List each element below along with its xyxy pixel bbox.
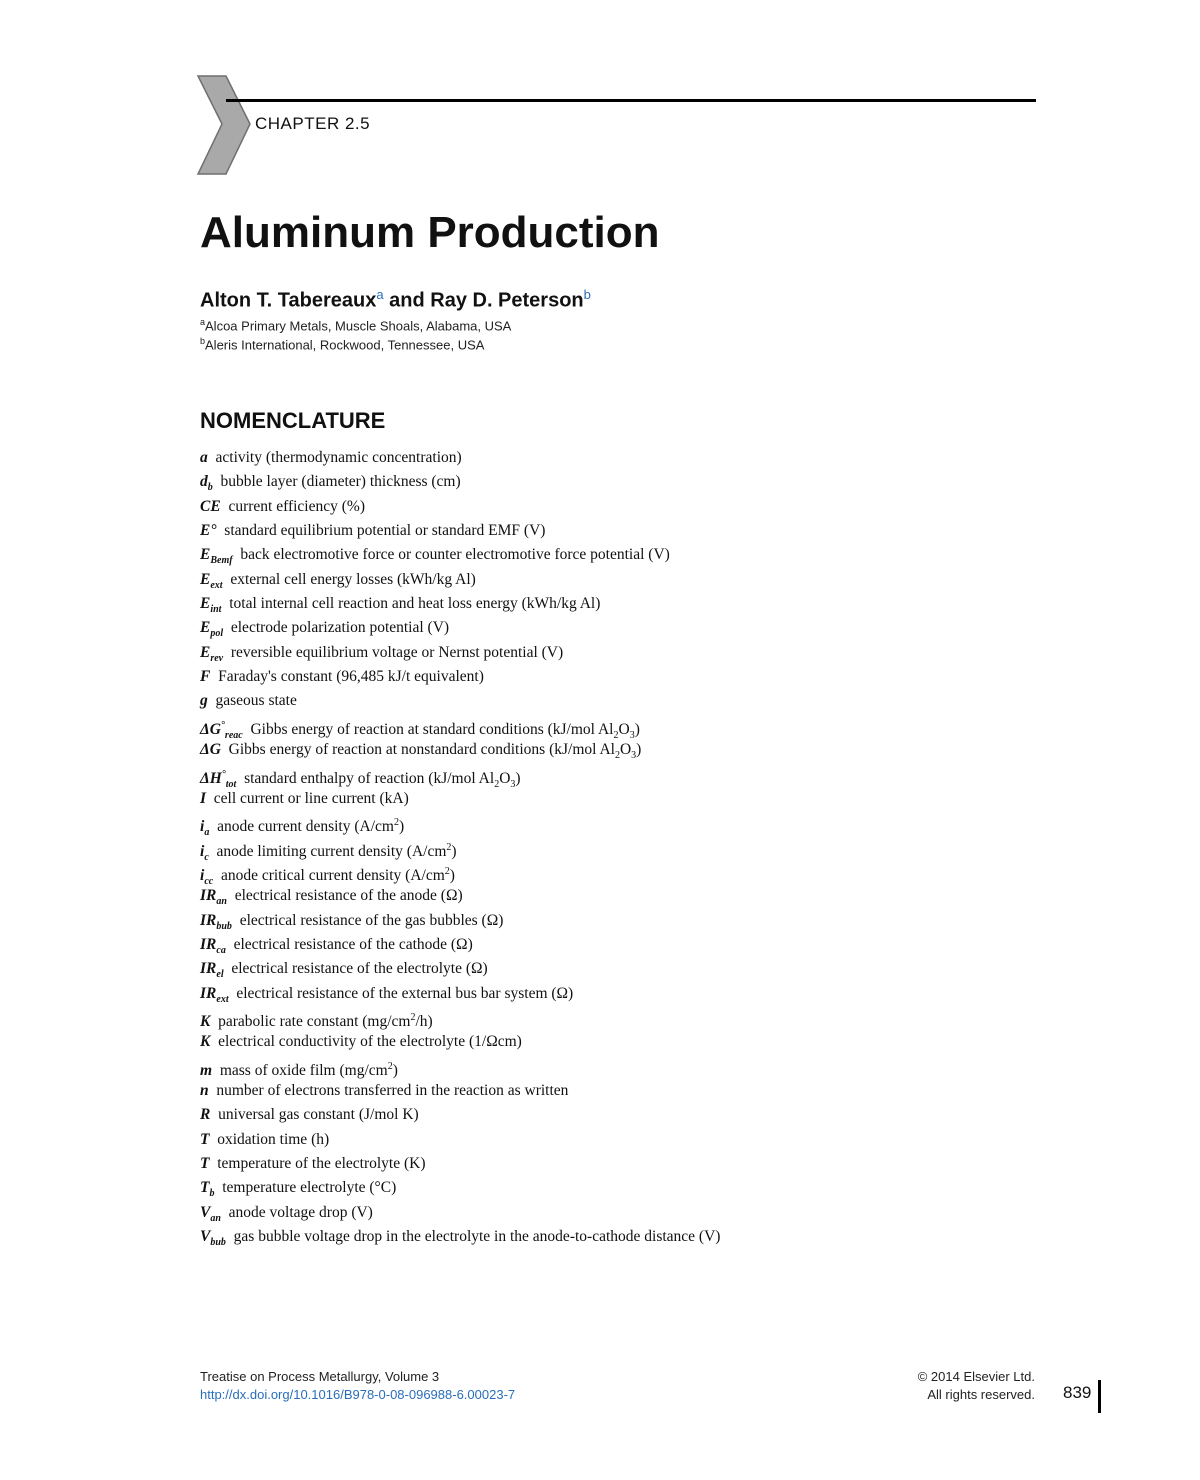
definition-part: ): [515, 769, 521, 787]
nomenclature-definition: [217, 1155, 425, 1172]
symbol-base: IR: [200, 960, 217, 978]
symbol-base: E°: [200, 522, 217, 540]
definition-part: external cell energy losses (kWh/kg Al): [230, 570, 476, 588]
definition-part: ): [449, 867, 455, 884]
definition-part: number of electrons transferred in the reaction as written: [216, 1081, 569, 1099]
nomenclature-item: [200, 1030, 720, 1054]
nomenclature-symbol: [200, 1203, 221, 1224]
chapter-chevron-icon: [196, 74, 252, 176]
symbol-base: IR: [200, 984, 217, 1002]
symbol-subscript: el: [216, 969, 224, 981]
definition-part: anode current density (A/cm: [217, 818, 394, 836]
nomenclature-definition: [218, 1033, 522, 1050]
definition-part: Gibbs energy of reaction at nonstandard conditions (kJ/mol Al: [228, 741, 615, 759]
nomenclature-definition: [216, 1082, 568, 1099]
nomenclature-symbol: [200, 498, 221, 515]
affiliation-text: Alcoa Primary Metals, Muscle Shoals, Alabama, USA: [205, 318, 512, 334]
definition-part: temperature of the electrolyte (K): [217, 1154, 426, 1172]
nomenclature-symbol: [200, 1131, 209, 1148]
nomenclature-definition: [216, 449, 462, 466]
nomenclature-item: [200, 446, 720, 470]
symbol-subscript: tot: [225, 778, 237, 790]
affiliation-mark: b: [200, 336, 206, 346]
symbol-base: ΔG: [200, 741, 221, 759]
nomenclature-item: [200, 1103, 720, 1127]
symbol-base: i: [200, 867, 205, 884]
nomenclature-definition: [231, 619, 449, 636]
definition-part: current efficiency (%): [228, 497, 365, 515]
definition-part: O: [499, 769, 511, 787]
definition-part: 2: [494, 778, 500, 790]
definition-part: anode voltage drop (V): [228, 1203, 373, 1221]
symbol-base: IR: [200, 887, 217, 905]
affiliation-mark: a: [200, 317, 206, 327]
definition-part: 2: [410, 1011, 416, 1023]
symbol-subscript: cc: [204, 876, 214, 888]
symbol-base: T: [200, 1179, 210, 1197]
nomenclature-definition: [234, 936, 473, 953]
affiliation: [200, 317, 511, 333]
source-title: Treatise on Process Metallurgy, Volume 3: [200, 1369, 440, 1384]
nomenclature-symbol: [200, 570, 223, 591]
symbol-subscript: reac: [224, 730, 243, 742]
nomenclature-definition: [234, 1228, 721, 1245]
nomenclature-item: [200, 884, 720, 908]
nomenclature-definition: [218, 1013, 433, 1030]
doi-link[interactable]: http://dx.doi.org/10.1016/B978-0-08-096988-6.00023-7: [200, 1387, 516, 1402]
definition-part: parabolic rate constant (mg/cm: [218, 1013, 411, 1031]
symbol-base: F: [200, 668, 211, 686]
nomenclature-symbol: [200, 984, 229, 1005]
definition-part: universal gas constant (J/mol K): [218, 1106, 419, 1124]
nomenclature-item: [200, 1201, 720, 1225]
nomenclature-item: [200, 933, 720, 957]
symbol-base: V: [200, 1203, 211, 1221]
nomenclature-symbol: [200, 1179, 215, 1200]
nomenclature-symbol: [200, 1062, 212, 1079]
copyright: © 2014 Elsevier Ltd.: [917, 1369, 1035, 1384]
nomenclature-item: [200, 616, 720, 640]
definition-part: reversible equilibrium voltage or Nernst potential (V): [230, 643, 564, 661]
nomenclature-definition: [221, 473, 461, 490]
nomenclature-item: [200, 592, 720, 616]
symbol-subscript: b: [209, 1188, 215, 1200]
footer-copyright: [880, 1368, 1035, 1404]
nomenclature-symbol: [200, 1155, 209, 1172]
symbol-base: IR: [200, 935, 217, 953]
symbol-base: I: [200, 789, 207, 807]
definition-part: O: [618, 720, 630, 738]
affiliation: [200, 336, 484, 352]
definition-part: ): [451, 842, 457, 860]
symbol-base: E: [200, 595, 211, 613]
nomenclature-symbol: [200, 1033, 210, 1050]
definition-part: oxidation time (h): [217, 1130, 330, 1148]
page-number-bar: [1098, 1380, 1101, 1413]
chapter-rule: [226, 99, 1036, 102]
author-joiner: and: [389, 289, 425, 312]
definition-part: back electromotive force or counter electromotive force potential (V): [240, 546, 670, 564]
symbol-base: E: [200, 570, 211, 588]
nomenclature-item: [200, 957, 720, 981]
nomenclature-definition: [221, 867, 455, 884]
symbol-subscript: b: [207, 482, 213, 494]
symbol-base: E: [200, 546, 211, 564]
symbol-base: ΔG: [200, 720, 221, 738]
definition-part: standard equilibrium potential or standard EMF (V): [224, 522, 546, 540]
definition-part: mass of oxide film (mg/cm: [219, 1061, 388, 1079]
symbol-subscript: a: [204, 827, 210, 839]
nomenclature-symbol: [200, 522, 217, 539]
nomenclature-definition: [224, 522, 545, 539]
affiliation-mark: b: [583, 287, 591, 302]
definition-part: 3: [510, 778, 516, 790]
symbol-base: K: [200, 1033, 211, 1051]
nomenclature-definition: [214, 790, 409, 807]
definition-part: activity (thermodynamic concentration): [215, 449, 462, 466]
definition-part: 2: [614, 750, 620, 762]
definition-part: gas bubble voltage drop in the electrolyte in the anode-to-cathode distance (V): [233, 1228, 721, 1245]
definition-part: ): [636, 741, 642, 759]
nomenclature-symbol: [200, 842, 209, 863]
nomenclature-definition: [217, 818, 404, 835]
nomenclature-list: [200, 446, 720, 1249]
nomenclature-symbol: [200, 1106, 210, 1123]
symbol-superscript: °: [220, 719, 225, 731]
symbol-subscript: rev: [210, 652, 224, 664]
symbol-base: E: [200, 619, 211, 637]
definition-part: Gibbs energy of reaction at standard conditions (kJ/mol Al: [250, 720, 614, 738]
nomenclature-heading: NOMENCLATURE: [200, 408, 386, 433]
nomenclature-item: [200, 665, 720, 689]
symbol-base: T: [200, 1154, 210, 1172]
nomenclature-symbol: [200, 619, 224, 640]
nomenclature-definition: [230, 571, 476, 588]
symbol-base: R: [200, 1106, 211, 1124]
author-name: Ray D. Peterson: [430, 289, 584, 312]
symbol-subscript: ext: [210, 579, 223, 591]
nomenclature-item: [200, 689, 720, 713]
nomenclature-item: [200, 738, 720, 762]
definition-part: electrical resistance of the cathode (Ω): [233, 935, 473, 953]
nomenclature-symbol: [200, 692, 208, 709]
nomenclature-item: [200, 1079, 720, 1103]
nomenclature-definition: [228, 741, 642, 762]
nomenclature-item: [200, 909, 720, 933]
nomenclature-symbol: [200, 911, 232, 932]
nomenclature-definition: [231, 644, 563, 661]
nomenclature-symbol: [200, 668, 210, 685]
symbol-base: ΔH: [200, 769, 222, 787]
definition-part: Faraday's constant (96,485 kJ/t equivalent): [218, 668, 484, 686]
nomenclature-item: [200, 811, 720, 839]
nomenclature-definition: [229, 1204, 373, 1221]
nomenclature-item: [200, 495, 720, 519]
nomenclature-definition: [218, 668, 484, 685]
symbol-base: E: [200, 643, 211, 661]
nomenclature-definition: [231, 960, 487, 977]
definition-part: electrical resistance of the electrolyte (Ω): [231, 960, 488, 978]
symbol-base: CE: [200, 497, 221, 515]
nomenclature-item: [200, 543, 720, 567]
definition-part: electrical resistance of the anode (Ω): [234, 887, 463, 905]
page-number: 839: [1063, 1383, 1092, 1402]
symbol-subscript: an: [210, 1212, 221, 1224]
nomenclature-definition: [229, 595, 600, 612]
nomenclature-definition: [236, 985, 573, 1002]
definition-part: anode limiting current density (A/cm: [216, 842, 447, 860]
definition-part: bubble layer (diameter) thickness (cm): [220, 473, 461, 491]
definition-part: electrical resistance of the external bus bar system (Ω): [236, 984, 574, 1002]
nomenclature-item: [200, 762, 720, 790]
nomenclature-definition: [240, 912, 504, 929]
symbol-superscript: °: [221, 768, 226, 780]
symbol-base: g: [200, 692, 208, 710]
symbol-base: i: [200, 818, 205, 836]
definition-part: 3: [631, 750, 637, 762]
nomenclature-symbol: [200, 935, 226, 956]
symbol-subscript: Bemf: [210, 555, 233, 567]
author-line: [200, 287, 591, 313]
definition-part: gaseous state: [215, 692, 297, 710]
symbol-subscript: ca: [216, 944, 226, 956]
symbol-base: V: [200, 1228, 211, 1245]
symbol-subscript: bub: [216, 920, 232, 932]
nomenclature-definition: [217, 1131, 329, 1148]
nomenclature-symbol: [200, 595, 222, 616]
symbol-subscript: pol: [210, 628, 224, 640]
nomenclature-item: [200, 836, 720, 863]
symbol-base: i: [200, 842, 205, 860]
footer-source: [200, 1368, 515, 1404]
nomenclature-symbol: [200, 1082, 209, 1099]
definition-part: ): [392, 1061, 398, 1079]
nomenclature-symbol: [200, 768, 237, 790]
nomenclature-symbol: [200, 790, 206, 807]
nomenclature-definition: [250, 720, 640, 742]
nomenclature-item: [200, 1176, 720, 1200]
definition-part: ): [398, 818, 405, 836]
nomenclature-symbol: [200, 643, 224, 664]
definition-part: 2: [613, 730, 619, 742]
affiliation-mark: a: [376, 287, 384, 302]
nomenclature-item: [200, 1225, 720, 1249]
nomenclature-definition: [220, 1062, 398, 1079]
page-title: Aluminum Production: [200, 208, 660, 257]
symbol-base: IR: [200, 911, 217, 929]
nomenclature-symbol: [200, 1013, 210, 1030]
nomenclature-item: [200, 1152, 720, 1176]
definition-part: cell current or line current (kA): [213, 789, 409, 807]
author-name: Alton T. Tabereaux: [200, 289, 377, 312]
definition-part: 2: [444, 865, 450, 877]
definition-part: 2: [393, 817, 399, 829]
nomenclature-item: [200, 1055, 720, 1079]
nomenclature-definition: [218, 1106, 419, 1123]
nomenclature-item: [200, 470, 720, 494]
symbol-base: K: [200, 1013, 211, 1031]
nomenclature-item: [200, 714, 720, 742]
nomenclature-item: [200, 641, 720, 665]
nomenclature-item: [200, 519, 720, 543]
definition-part: 3: [629, 730, 635, 742]
symbol-base: m: [200, 1061, 213, 1079]
definition-part: total internal cell reaction and heat loss energy (kWh/kg Al): [229, 595, 601, 613]
nomenclature-definition: [235, 887, 463, 904]
nomenclature-item: [200, 568, 720, 592]
definition-part: 2: [446, 841, 452, 853]
nomenclature-definition: [222, 1179, 396, 1196]
nomenclature-symbol: [200, 546, 233, 567]
nomenclature-symbol: [200, 1228, 226, 1249]
nomenclature-symbol: [200, 867, 214, 888]
nomenclature-symbol: [200, 449, 208, 466]
symbol-subscript: int: [210, 604, 222, 616]
nomenclature-definition: [228, 498, 365, 515]
symbol-base: d: [200, 473, 208, 491]
definition-part: O: [619, 741, 632, 759]
definition-part: electrical conductivity of the electrolyte (1/Ωcm): [218, 1033, 522, 1051]
nomenclature-symbol: [200, 887, 227, 908]
nomenclature-symbol: [200, 741, 221, 758]
nomenclature-item: [200, 787, 720, 811]
definition-part: ): [634, 720, 640, 738]
nomenclature-item: [200, 1128, 720, 1152]
nomenclature-symbol: [200, 473, 213, 494]
definition-part: /h): [415, 1013, 433, 1031]
definition-part: standard enthalpy of reaction (kJ/mol Al: [244, 769, 495, 787]
nomenclature-definition: [217, 843, 457, 860]
definition-part: 2: [387, 1060, 393, 1072]
nomenclature-item: [200, 1006, 720, 1030]
nomenclature-symbol: [200, 719, 243, 742]
nomenclature-symbol: [200, 960, 224, 981]
rights: All rights reserved.: [927, 1387, 1035, 1402]
nomenclature-item: [200, 982, 720, 1006]
nomenclature-definition: [244, 769, 521, 790]
definition-part: electrode polarization potential (V): [230, 619, 450, 637]
symbol-subscript: ext: [216, 993, 229, 1005]
definition-part: anode critical current density (A/cm: [220, 867, 445, 884]
symbol-base: n: [200, 1081, 209, 1099]
nomenclature-definition: [240, 546, 670, 563]
symbol-base: T: [200, 1130, 210, 1148]
symbol-subscript: an: [216, 896, 227, 908]
nomenclature-item: [200, 860, 720, 888]
definition-part: temperature electrolyte (°C): [222, 1179, 397, 1197]
definition-part: electrical resistance of the gas bubbles (Ω): [239, 911, 504, 929]
affiliation-text: Aleris International, Rockwood, Tennessee, USA: [205, 337, 485, 353]
nomenclature-symbol: [200, 818, 210, 839]
symbol-subscript: bub: [210, 1237, 226, 1249]
symbol-subscript: c: [204, 851, 209, 863]
chapter-label: CHAPTER 2.5: [255, 114, 371, 133]
nomenclature-definition: [216, 692, 297, 709]
symbol-base: a: [200, 449, 208, 466]
